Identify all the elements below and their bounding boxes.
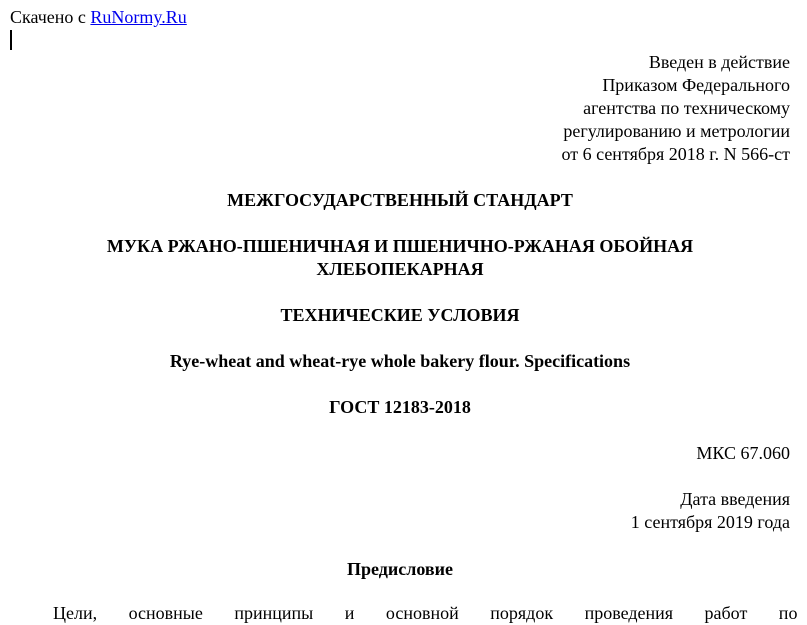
introduced-line-1: Введен в действие xyxy=(648,52,790,72)
effective-date-value: 1 сентября 2019 года xyxy=(630,512,790,532)
english-title: Rye-wheat and wheat-rye whole bakery flour. Specifications xyxy=(169,351,631,371)
source-prefix: Скачено с xyxy=(10,7,91,27)
runormy-link[interactable]: RuNormy.Ru xyxy=(90,7,187,27)
effective-date-label: Дата введения xyxy=(680,489,790,509)
introduced-line-2: Приказом Федерального xyxy=(602,75,790,95)
gost-number: ГОСТ 12183-2018 xyxy=(329,397,471,417)
mks-code: МКС 67.060 xyxy=(696,443,790,463)
introduced-line-4: регулированию и метрологии xyxy=(563,121,790,141)
introduced-line-5: от 6 сентября 2018 г. N 566-ст xyxy=(561,144,790,164)
text-cursor xyxy=(10,30,12,50)
standard-type-title: МЕЖГОСУДАРСТВЕННЫЙ СТАНДАРТ xyxy=(227,190,573,210)
introduced-line-3: агентства по техническому xyxy=(583,98,790,118)
source-line xyxy=(10,6,187,29)
product-title: МУКА РЖАНО-ПШЕНИЧНАЯ И ПШЕНИЧНО-РЖАНАЯ ОБОЙНАЯ ХЛЕБОПЕКАРНАЯ xyxy=(106,236,694,279)
foreword-heading: Предисловие xyxy=(347,559,453,579)
conditions-title: ТЕХНИЧЕСКИЕ УСЛОВИЯ xyxy=(280,305,520,325)
foreword-first-line: Цели, основные принципы и основной порядок проведения работ по xyxy=(53,603,798,623)
